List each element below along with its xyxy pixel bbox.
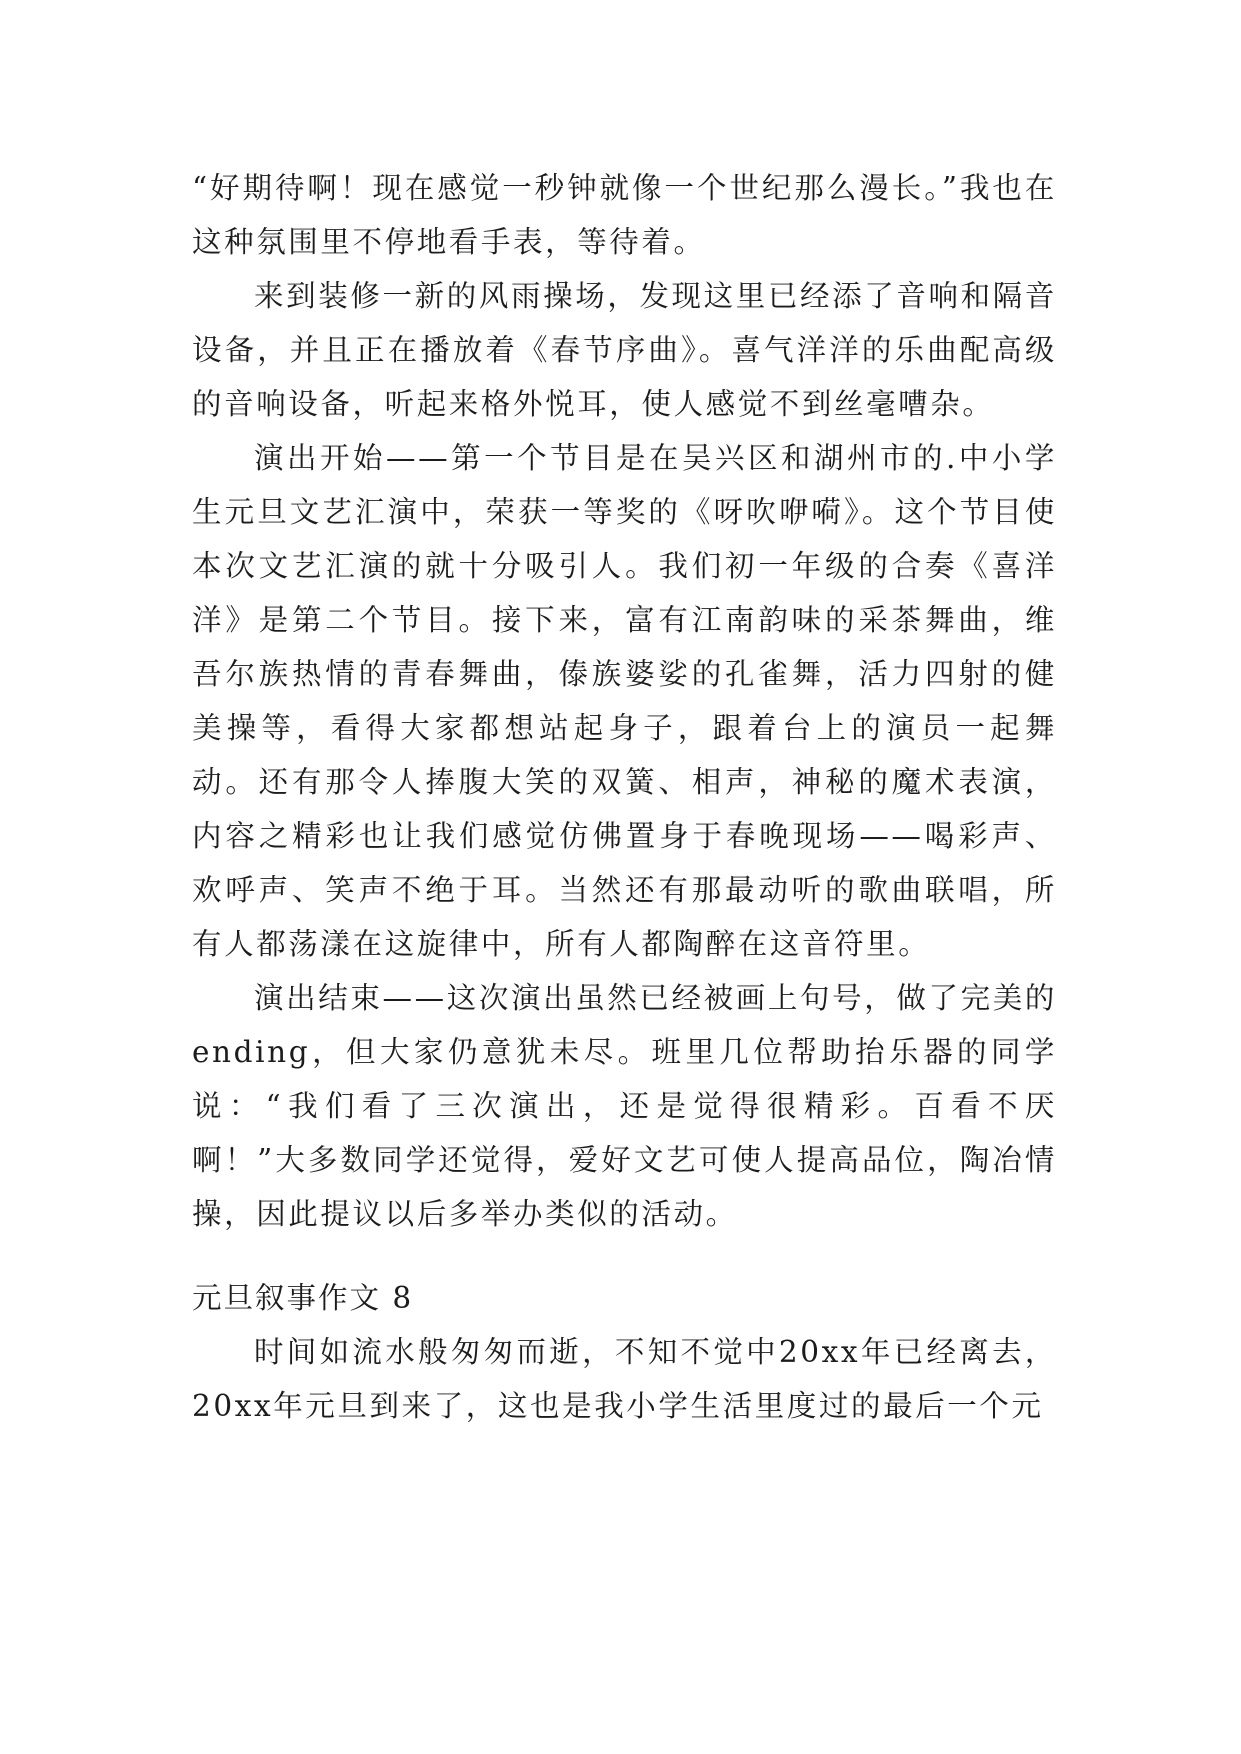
- document-body: [192, 161, 1057, 1433]
- paragraph-3: 演出开始——第一个节目是在吴兴区和湖州市的.中小学生元旦文艺汇演中，荣获一等奖的《呀吹咿嗬》。这个节目使本次文艺汇演的就十分吸引人。我们初一年级的合奏《喜洋洋》是第二个节目。接下来，富有江南韵味的采茶舞曲，维吾尔族热情的青春舞曲，傣族婆娑的孔雀舞，活力四射的健美操等，看得大家都想站起身子，跟着台上的演员一起舞动。还有那令人捧腹大笑的双簧、相声，神秘的魔术表演，内容之精彩也让我们感觉仿佛置身于春晚现场——喝彩声、欢呼声、笑声不绝于耳。当然还有那最动听的歌曲联唱，所有人都荡漾在这旋律中，所有人都陶醉在这音符里。: [192, 441, 1057, 961]
- paragraph-4: 演出结束——这次演出虽然已经被画上句号，做了完美的ending，但大家仍意犹未尽。班里几位帮助抬乐器的同学说：“我们看了三次演出，还是觉得很精彩。百看不厌啊！”大多数同学还觉得，爱好文艺可使人提高品位，陶冶情操，因此提议以后多举办类似的活动。: [192, 981, 1057, 1231]
- section-title: 元旦叙事作文 8: [192, 1281, 414, 1315]
- paragraph-1: “好期待啊！现在感觉一秒钟就像一个世纪那么漫长。”我也在这种氛围里不停地看手表，等待着。: [192, 171, 1057, 259]
- paragraph-2: 来到装修一新的风雨操场，发现这里已经添了音响和隔音设备，并且正在播放着《春节序曲》。喜气洋洋的乐曲配高级的音响设备，听起来格外悦耳，使人感觉不到丝毫嘈杂。: [192, 279, 1057, 421]
- section-paragraph-1: 时间如流水般匆匆而逝，不知不觉中20xx年已经离去，20xx年元旦到来了，这也是我小学生活里度过的最后一个元: [192, 1335, 1057, 1423]
